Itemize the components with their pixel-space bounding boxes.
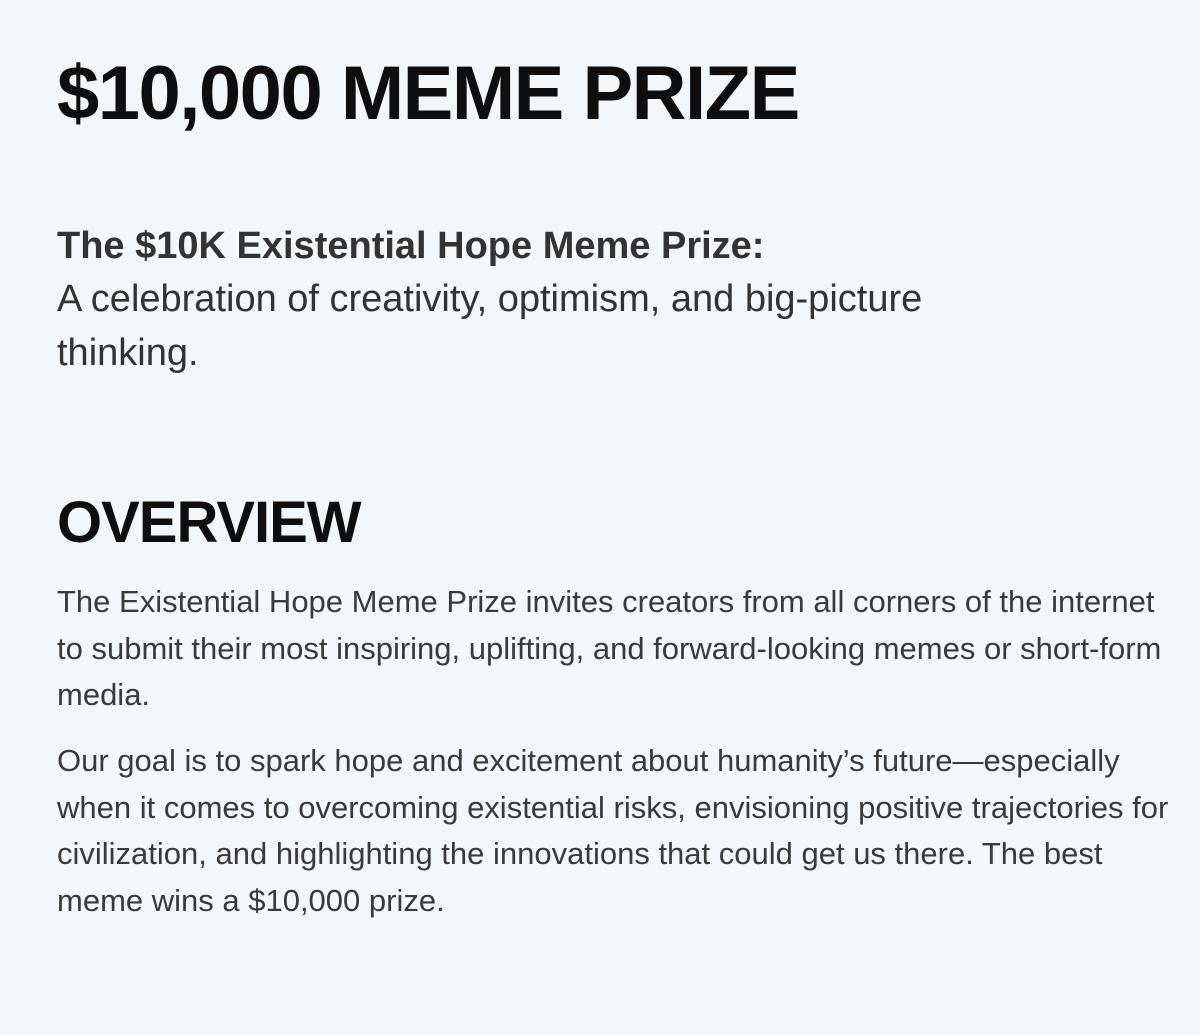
overview-paragraph-1: The Existential Hope Meme Prize invites creators from all corners of the internet to submit their most inspiring, uplifting, and forward-looking memes or short-form media.	[57, 584, 1162, 712]
intro-block	[57, 220, 1157, 380]
overview-paragraph-2: Our goal is to spark hope and excitement about humanity’s future—especially when it comes to overcoming existential risks, envisioning positive trajectories for civilization, and highlighting the innovations that could get us there. The best meme wins a $10,000 prize.	[57, 743, 1169, 918]
intro-headline: The $10K Existential Hope Meme Prize:	[57, 225, 765, 267]
page-title: $10,000 MEME PRIZE	[57, 51, 799, 136]
intro-tagline: A celebration of creativity, optimism, and big-picture thinking.	[57, 278, 923, 374]
overview-heading: OVERVIEW	[57, 490, 361, 555]
